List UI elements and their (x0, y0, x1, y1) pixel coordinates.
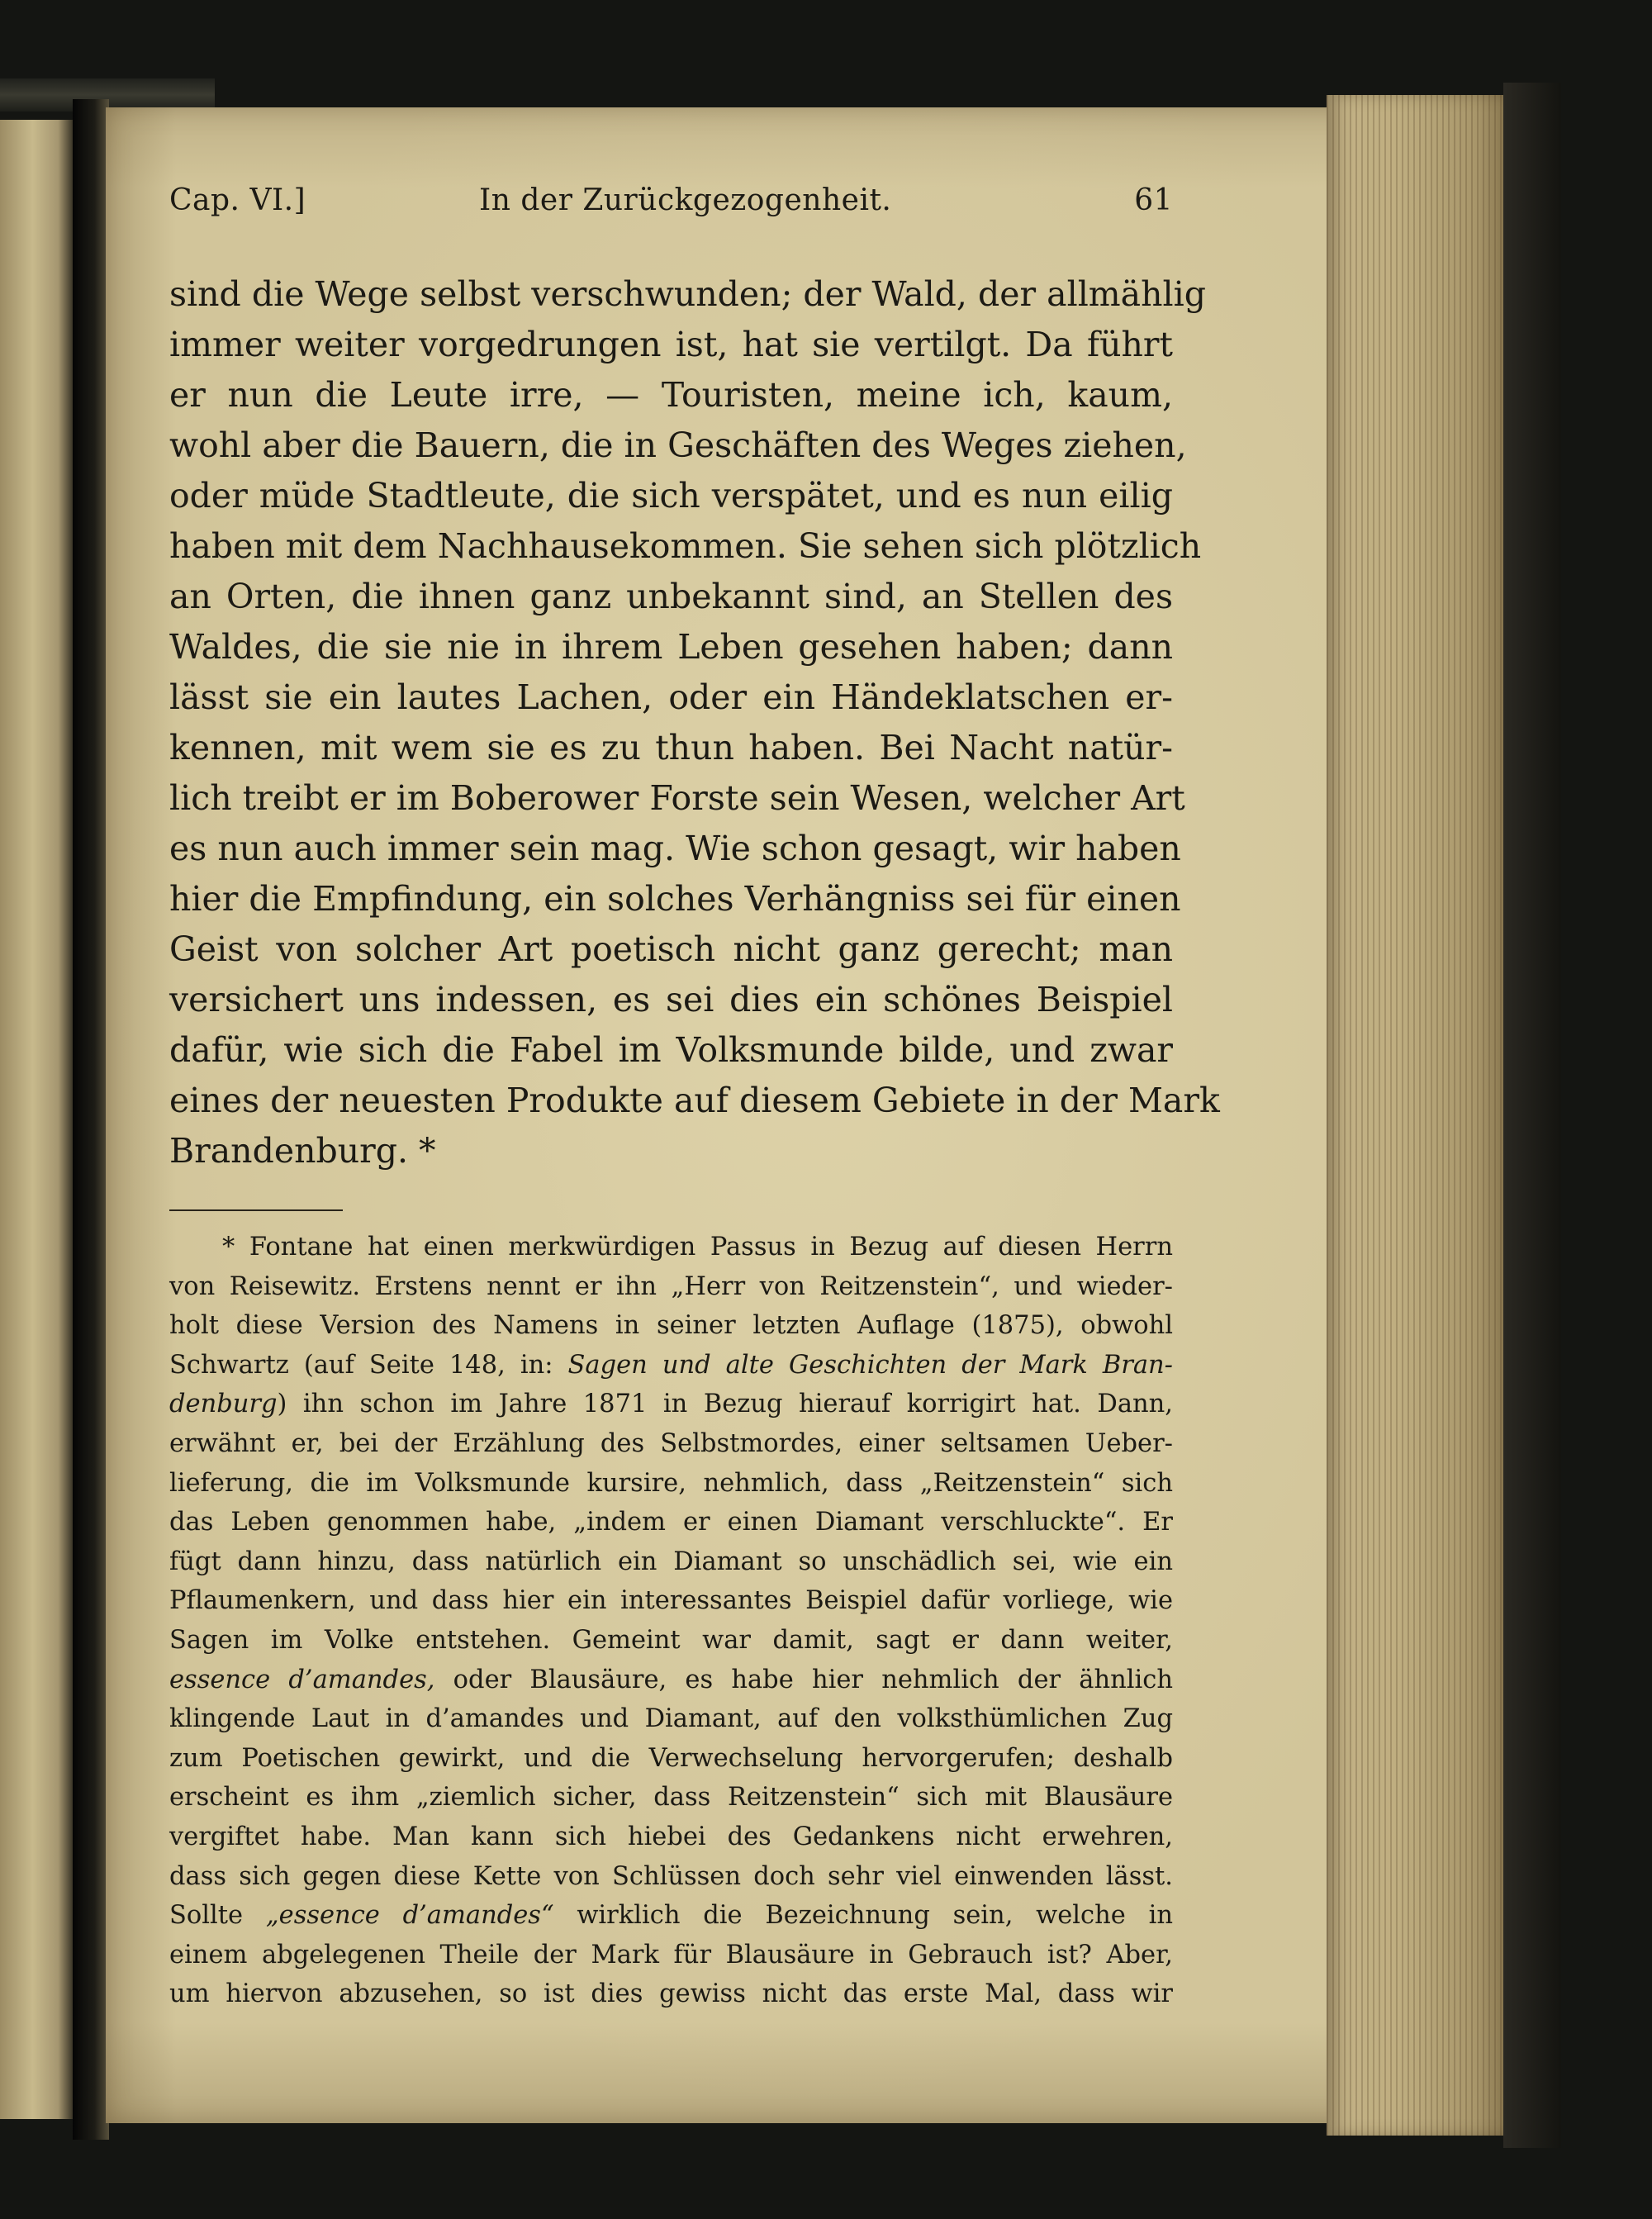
footnote-line: klingende Laut in d’amandes und Diamant, auf den volksthümlichen Zug (169, 1704, 1173, 1734)
running-head (169, 173, 1173, 223)
body-line: versichert uns indessen, es sei dies ein schönes Beispiel (169, 980, 1173, 1019)
chapter-label: Cap. VI.] (169, 183, 306, 217)
footnote-line: einem abgelegenen Theile der Mark für Blausäure in Gebrauch ist? Aber, (169, 1940, 1173, 1970)
footnote-line (169, 1385, 1173, 1424)
footnote-line: dass sich gegen diese Kette von Schlüssen doch sehr viel einwenden lässt. (169, 1861, 1173, 1891)
body-line: immer weiter vorgedrungen ist, hat sie vertilgt. Da führt (169, 325, 1173, 364)
body-line: oder müde Stadtleute, die sich verspätet, und es nun eilig (169, 476, 1173, 516)
footnote-line: erwähnt er, bei der Erzählung des Selbstmordes, einer seltsamen Ueber- (169, 1428, 1173, 1458)
footnote-text: Schwartz (auf Seite 148, in: (169, 1350, 568, 1380)
footnote-text: ) ihn schon im Jahre 1871 in Bezug hierauf korrigirt hat. Dann, (277, 1390, 1173, 1419)
footnote-line: von Reisewitz. Erstens nennt er ihn „Herr von Reitzenstein“, und wieder- (169, 1271, 1173, 1301)
body-line: wohl aber die Bauern, die in Geschäften des Weges ziehen, (169, 425, 1187, 465)
footnote-line: Pflaumenkern, und dass hier ein interessantes Beispiel dafür vorliege, wie (169, 1586, 1173, 1616)
body-line: lich treibt er im Boberower Forste sein Wesen, welcher Art (169, 778, 1185, 818)
book-gutter (73, 99, 109, 2140)
footnote-line: um hiervon abzusehen, so ist dies gewiss nicht das erste Mal, dass wir (169, 1979, 1173, 2009)
footnote-line: das Leben genommen habe, „indem er einen Diamant verschluckte“. Er (169, 1508, 1173, 1537)
body-line: hier die Empfindung, ein solches Verhängniss sei für einen (169, 879, 1181, 919)
footnote-text: Sollte (169, 1901, 266, 1931)
page-fore-edge (1327, 95, 1503, 2136)
body-text (169, 269, 1220, 1176)
footnote-line: erscheint es ihm „ziemlich sicher, dass Reitzenstein“ sich mit Blausäure (169, 1783, 1173, 1813)
footnote-line: zum Poetischen gewirkt, und die Verwechselung hervorgerufen; deshalb (169, 1743, 1173, 1773)
body-line: Geist von solcher Art poetisch nicht ganz gerecht; man (169, 929, 1173, 969)
page-text (169, 173, 1220, 2014)
footnote-line: Sagen im Volke entstehen. Gemeint war damit, sagt er dann weiter, (169, 1625, 1173, 1655)
running-title: In der Zurückgezogenheit. (479, 183, 892, 217)
book-title-italic: denburg (169, 1390, 278, 1419)
footnote-line (169, 1661, 1173, 1700)
footnote-separator (169, 1209, 343, 1211)
book-title-italic: Sagen und alte Geschichten der Mark Bran- (567, 1350, 1173, 1380)
body-line: an Orten, die ihnen ganz unbekannt sind, an Stellen des (169, 577, 1173, 616)
body-line: kennen, mit wem sie es zu thun haben. Bei Nacht natür- (169, 728, 1173, 767)
footnote-line: fügt dann hinzu, dass natürlich ein Diamant so unschädlich sei, wie ein (169, 1547, 1173, 1576)
body-line: eines der neuesten Produkte auf diesem Gebiete in der Mark (169, 1081, 1220, 1120)
body-line: haben mit dem Nachhausekommen. Sie sehen sich plötzlich (169, 526, 1202, 566)
footnote-line: lieferung, die im Volksmunde kursire, nehmlich, dass „Reitzenstein“ sich (169, 1468, 1173, 1498)
italic-phrase: „essence d’amandes“ (265, 1901, 554, 1931)
page-number: 61 (1134, 183, 1173, 217)
body-line: er nun die Leute irre, — Touristen, meine ich, kaum, (169, 375, 1173, 415)
footnote-line: holt diese Version des Namens in seiner letzten Auflage (1875), obwohl (169, 1311, 1173, 1341)
body-line: sind die Wege selbst verschwunden; der Wald, der allmählig (169, 274, 1207, 314)
previous-page-edge (0, 120, 73, 2119)
footnote-line: vergiftet habe. Man kann sich hiebei des Gedankens nicht erwehren, (169, 1822, 1173, 1851)
book-cover-edge (1503, 83, 1561, 2148)
body-line: es nun auch immer sein mag. Wie schon gesagt, wir haben (169, 829, 1181, 868)
footnote-line (169, 1346, 1173, 1385)
body-line: lässt sie ein lautes Lachen, oder ein Händeklatschen er- (169, 677, 1173, 717)
italic-phrase: essence d’amandes, (169, 1665, 435, 1694)
footnote-text: wirklich die Bezeichnung sein, welche in (553, 1901, 1173, 1931)
footnote-text: oder Blausäure, es habe hier nehmlich der ähnlich (434, 1665, 1173, 1694)
footnote-line: * Fontane hat einen merkwürdigen Passus in Bezug auf diesen Herrn (222, 1233, 1173, 1262)
body-line: dafür, wie sich die Fabel im Volksmunde bilde, und zwar (169, 1030, 1173, 1070)
body-line: Waldes, die sie nie in ihrem Leben gesehen haben; dann (169, 627, 1173, 667)
footnote (169, 1228, 1173, 2014)
footnote-line (169, 1896, 1173, 1936)
body-line: Brandenburg. * (169, 1131, 436, 1171)
